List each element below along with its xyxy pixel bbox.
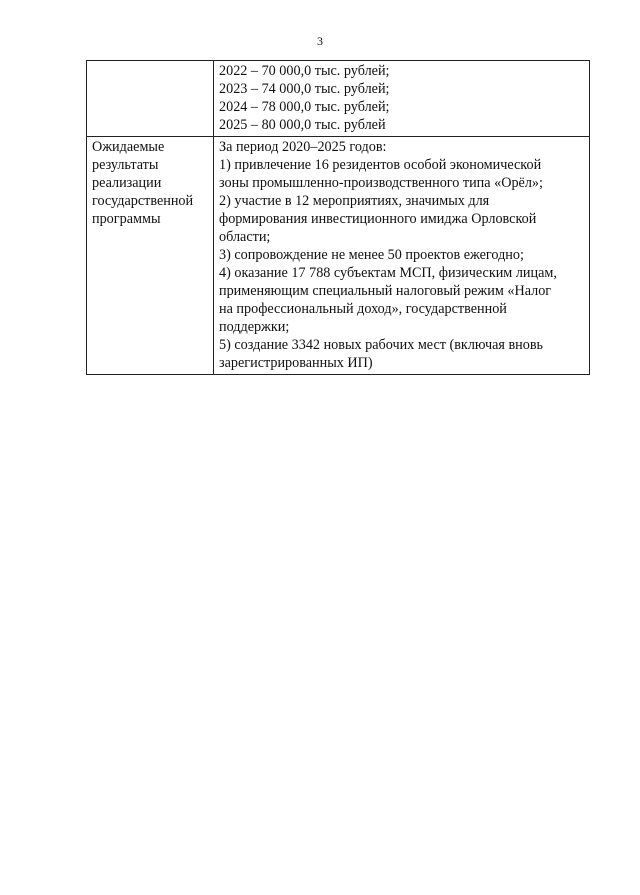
label-line: Ожидаемые <box>92 139 165 155</box>
results-intro: За период 2020–2025 годов: <box>219 139 387 155</box>
label-line: результаты <box>92 157 159 173</box>
funding-year-2024: 2024 – 78 000,0 тыс. рублей; <box>219 99 390 115</box>
row-content-cell-expected-results <box>214 137 590 375</box>
result-line: поддержки; <box>219 319 290 335</box>
funding-year-2022: 2022 – 70 000,0 тыс. рублей; <box>219 63 390 79</box>
result-line: 2) участие в 12 мероприятиях, значимых для <box>219 193 490 209</box>
result-line: 5) создание 3342 новых рабочих мест (включая вновь <box>219 337 544 353</box>
result-line: 1) привлечение 16 резидентов особой экономической <box>219 157 542 173</box>
result-line: зоны промышленно-производственного типа «Орёл»; <box>219 175 543 191</box>
row-content-cell-funding <box>214 61 590 137</box>
label-line: программы <box>92 211 161 227</box>
result-line: применяющим специальный налоговый режим «Налог <box>219 283 552 299</box>
label-line: реализации <box>92 175 162 191</box>
result-line: формирования инвестиционного имиджа Орловской <box>219 211 537 227</box>
program-passport-table <box>86 60 590 375</box>
label-line: государственной <box>92 193 194 209</box>
result-line: 3) сопровождение не менее 50 проектов ежегодно; <box>219 247 524 263</box>
page-number: 3 <box>317 34 323 48</box>
result-line: зарегистрированных ИП) <box>219 355 373 371</box>
result-line: на профессиональный доход», государственной <box>219 301 507 317</box>
row-label-cell-expected-results <box>87 137 214 375</box>
result-line: области; <box>219 229 271 245</box>
funding-year-2025: 2025 – 80 000,0 тыс. рублей <box>219 117 386 133</box>
table-row-expected-results <box>87 137 590 375</box>
table-row-funding-continuation <box>87 61 590 137</box>
result-line: 4) оказание 17 788 субъектам МСП, физическим лицам, <box>219 265 557 281</box>
funding-year-2023: 2023 – 74 000,0 тыс. рублей; <box>219 81 390 97</box>
row-label-cell-empty <box>87 61 214 137</box>
